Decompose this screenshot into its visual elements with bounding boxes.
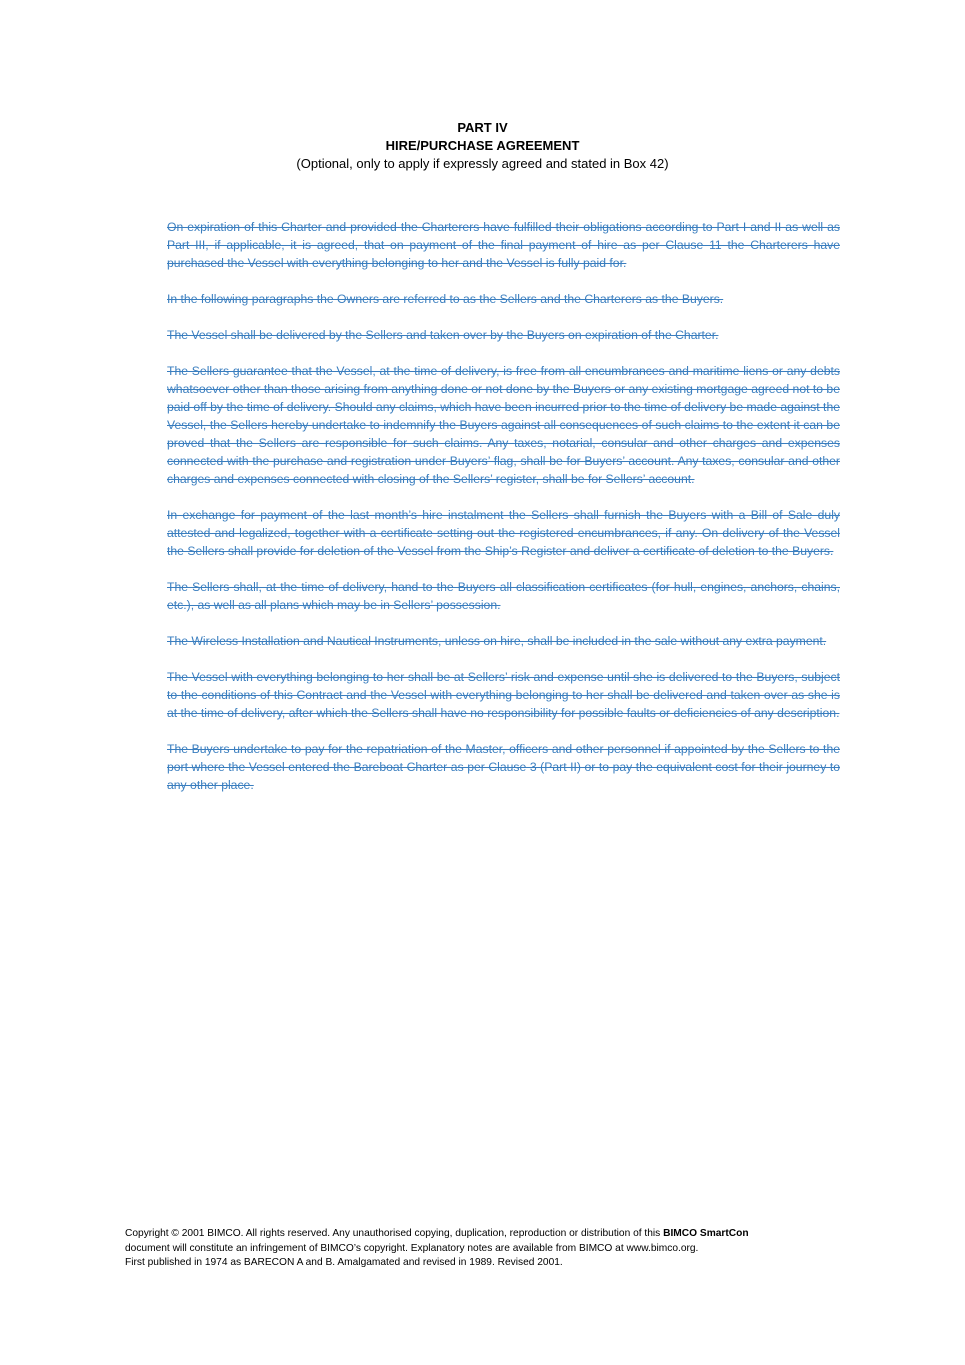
footer-line-2: document will constitute an infringement of BIMCO’s copyright. Explanatory notes are available from BIMCO at www.bimco.org. (125, 1242, 699, 1254)
part-number: PART IV (457, 120, 508, 135)
clause-paragraph: The Vessel with everything belonging to her shall be at Sellers’ risk and expense until she is delivered to the Buyers, subject to the conditions of this Contract and the Vessel with everything belonging to her shall be delivered and taken over as she is at the time of delivery, after which the Sellers shall have no responsibility for possible faults or deficiencies of any description. (167, 670, 840, 720)
clause-list (167, 218, 840, 812)
footer-line-1 (125, 1227, 825, 1242)
footer-brand: BIMCO SmartCon (663, 1228, 749, 1239)
footer-copyright-text: Copyright © 2001 BIMCO. All rights reserved. Any unauthorised copying, duplication, reproduction or distribution of this (125, 1228, 664, 1239)
clause-paragraph: The Sellers guarantee that the Vessel, at the time of delivery, is free from all encumbrances and maritime liens or any debts whatsoever other than those arising from anything done or not done by the Buyers or any existing mortgage agreed not to be paid off by the time of delivery. Should any claims, which have been incurred prior to the time of delivery be made against the Vessel, the Sellers hereby undertake to indemnify the Buyers against all consequences of such claims to the extent it can be proved that the Sellers are responsible for such claims. Any taxes, notarial, consular and other charges and expenses connected with the purchase and registration under Buyers’ flag, shall be for Buyers’ account. Any taxes, consular and other charges and expenses connected with closing of the Sellers’ register, shall be for Sellers’ account. (167, 364, 840, 486)
copyright-footer (125, 1227, 825, 1271)
clause-paragraph: In the following paragraphs the Owners are referred to as the Sellers and the Charterers as the Buyers. (167, 292, 724, 306)
clause-paragraph: On expiration of this Charter and provided the Charterers have fulfilled their obligations according to Part I and II as well as Part III, if applicable, it is agreed, that on payment of the final payment of hire as per Clause 11 the Charterers have purchased the Vessel with everything belonging to her and the Vessel is fully paid for. (167, 220, 840, 270)
footer-line-3: First published in 1974 as BARECON A and B. Amalgamated and revised in 1989. Revised 2001. (125, 1257, 563, 1268)
clause-paragraph: In exchange for payment of the last month’s hire instalment the Sellers shall furnish the Buyers with a Bill of Sale duly attested and legalized, together with a certificate setting out the registered encumbrances, if any. On delivery of the Vessel the Sellers shall provide for deletion of the Vessel from the Ship’s Register and deliver a certificate of deletion to the Buyers. (167, 508, 840, 558)
clause-paragraph: The Vessel shall be delivered by the Sellers and taken over by the Buyers on expiration of the Charter. (167, 328, 719, 342)
agreement-subtitle: (Optional, only to apply if expressly agreed and stated in Box 42) (296, 156, 669, 171)
clause-paragraph: The Wireless Installation and Nautical Instruments, unless on hire, shall be included in the sale without any extra payment. (167, 634, 827, 648)
document-heading (0, 119, 965, 173)
clause-paragraph: The Buyers undertake to pay for the repatriation of the Master, officers and other personnel if appointed by the Sellers to the port where the Vessel entered the Bareboat Charter as per Clause 3 (Part II) or to pay the equivalent cost for their journey to any other place. (167, 742, 840, 792)
agreement-title: HIRE/PURCHASE AGREEMENT (385, 138, 580, 153)
clause-paragraph: The Sellers shall, at the time of delivery, hand to the Buyers all classification certificates (for hull, engines, anchors, chains, etc.), as well as all plans which may be in Sellers’ possession. (167, 580, 840, 612)
